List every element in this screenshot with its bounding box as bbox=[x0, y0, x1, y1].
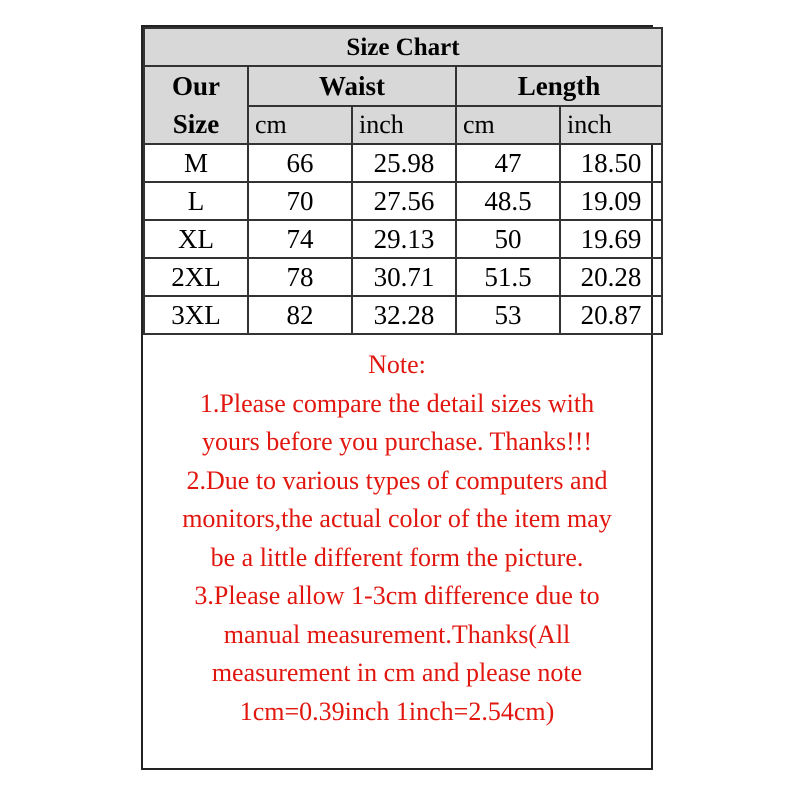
chart-title: Size Chart bbox=[144, 28, 662, 66]
note-line: yours before you purchase. Thanks!!! bbox=[201, 427, 593, 456]
unit-header-waist-cm: cm bbox=[248, 106, 352, 144]
note-line: manual measurement.Thanks(All bbox=[223, 619, 571, 649]
waist-header: Waist bbox=[248, 66, 456, 106]
length-header: Length bbox=[456, 66, 662, 106]
note-line: 1cm=0.39inch 1inch=2.54cm) bbox=[239, 696, 555, 726]
waist-cm-cell: 74 bbox=[248, 220, 352, 258]
note-line: be a little different form the picture. bbox=[210, 542, 584, 572]
waist-cm-cell: 78 bbox=[248, 258, 352, 296]
size-cell: L bbox=[144, 182, 248, 220]
length-inch-cell: 20.28 bbox=[560, 258, 662, 296]
size-cell: M bbox=[144, 144, 248, 182]
size-header-line2: Size bbox=[172, 109, 220, 139]
length-inch-cell: 19.09 bbox=[560, 182, 662, 220]
unit-header-waist-inch: inch bbox=[352, 106, 456, 144]
unit-header-length-cm: cm bbox=[456, 106, 560, 144]
waist-inch-cell: 25.98 bbox=[352, 144, 456, 182]
length-cm-cell: 51.5 bbox=[456, 258, 560, 296]
length-inch-cell: 19.69 bbox=[560, 220, 662, 258]
size-header-line1: Our bbox=[171, 71, 220, 101]
waist-cm-cell: 82 bbox=[248, 296, 352, 334]
size-cell: 3XL bbox=[144, 296, 248, 334]
table-row bbox=[144, 296, 662, 334]
waist-inch-cell: 30.71 bbox=[352, 258, 456, 296]
length-inch-cell: 20.87 bbox=[560, 296, 662, 334]
length-cm-cell: 47 bbox=[456, 144, 560, 182]
waist-cm-cell: 66 bbox=[248, 144, 352, 182]
length-cm-cell: 48.5 bbox=[456, 182, 560, 220]
table-row bbox=[144, 144, 662, 182]
length-cm-cell: 50 bbox=[456, 220, 560, 258]
size-cell: 2XL bbox=[144, 258, 248, 296]
waist-inch-cell: 32.28 bbox=[352, 296, 456, 334]
size-chart bbox=[141, 25, 653, 770]
size-cell: XL bbox=[144, 220, 248, 258]
unit-header-length-inch: inch bbox=[560, 106, 662, 144]
length-cm-cell: 53 bbox=[456, 296, 560, 334]
note-line: 3.Please allow 1-3cm difference due to bbox=[194, 581, 600, 610]
note-line: 2.Due to various types of computers and bbox=[186, 465, 608, 495]
notes-block bbox=[143, 346, 651, 731]
table-row bbox=[144, 182, 662, 220]
waist-cm-cell: 70 bbox=[248, 182, 352, 220]
size-header bbox=[144, 66, 248, 144]
length-inch-cell: 18.50 bbox=[560, 144, 662, 182]
table-row bbox=[144, 220, 662, 258]
table-row bbox=[144, 258, 662, 296]
size-table bbox=[143, 27, 663, 335]
note-line: 1.Please compare the detail sizes with bbox=[199, 388, 595, 418]
note-line: measurement in cm and please note bbox=[211, 658, 583, 687]
waist-inch-cell: 27.56 bbox=[352, 182, 456, 220]
note-line: monitors,the actual color of the item may bbox=[182, 504, 612, 533]
note-heading: Note: bbox=[368, 350, 426, 379]
waist-inch-cell: 29.13 bbox=[352, 220, 456, 258]
